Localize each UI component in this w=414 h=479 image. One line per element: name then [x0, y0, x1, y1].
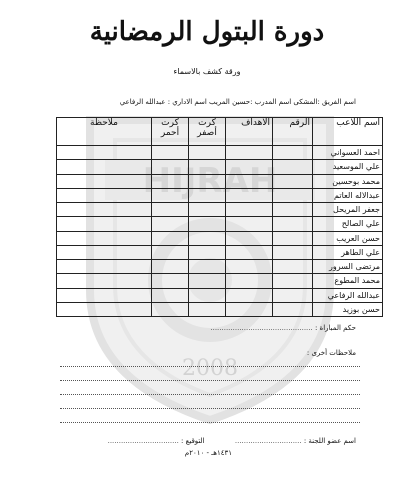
- yellow-card-cell[interactable]: [189, 203, 226, 217]
- number-cell[interactable]: [273, 288, 313, 302]
- page-title: دورة البتول الرمضانية: [89, 17, 325, 47]
- yellow-card-cell[interactable]: [189, 231, 226, 245]
- signature-dots: ................................: [107, 437, 179, 445]
- red-card-cell[interactable]: [152, 160, 189, 174]
- player-name: محمد بوحسين: [313, 174, 383, 188]
- notes-cell[interactable]: [57, 146, 152, 160]
- table-row: [57, 274, 383, 288]
- roster-table: [56, 117, 383, 317]
- yellow-card-cell[interactable]: [189, 274, 226, 288]
- red-card-cell[interactable]: [152, 231, 189, 245]
- team-info-line: اسم الفريق :المشكى اسم المدرب :حسين المريب اسم الاداري : عبدالله الرفاعي: [119, 98, 356, 106]
- table-row: [57, 188, 383, 202]
- notes-cell[interactable]: [57, 203, 152, 217]
- number-cell[interactable]: [273, 260, 313, 274]
- table-row: [57, 260, 383, 274]
- player-name: عبدالاله العاتم: [313, 188, 383, 202]
- player-name: محمد المطوع: [313, 274, 383, 288]
- signature-field[interactable]: [108, 437, 205, 445]
- goals-cell[interactable]: [226, 188, 273, 202]
- notes-cell[interactable]: [57, 217, 152, 231]
- number-cell[interactable]: [273, 160, 313, 174]
- yellow-card-cell[interactable]: [189, 160, 226, 174]
- table-row: [57, 302, 383, 316]
- red-card-cell[interactable]: [152, 245, 189, 259]
- notes-cell[interactable]: [57, 160, 152, 174]
- notes-cell[interactable]: [57, 174, 152, 188]
- goals-cell[interactable]: [226, 217, 273, 231]
- goals-cell[interactable]: [226, 146, 273, 160]
- red-card-cell[interactable]: [152, 217, 189, 231]
- watermark-logo-text: HIJRAH: [142, 161, 278, 201]
- player-name: حسن بوزيد: [313, 302, 383, 316]
- red-card-cell[interactable]: [152, 203, 189, 217]
- number-cell[interactable]: [273, 174, 313, 188]
- number-cell[interactable]: [273, 217, 313, 231]
- referee-field[interactable]: [210, 324, 356, 332]
- number-cell[interactable]: [273, 188, 313, 202]
- red-card-cell[interactable]: [152, 188, 189, 202]
- table-header-row: [57, 118, 383, 146]
- table-row: [57, 174, 383, 188]
- notes-line[interactable]: [60, 408, 360, 409]
- notes-cell[interactable]: [57, 188, 152, 202]
- number-cell[interactable]: [273, 274, 313, 288]
- notes-line[interactable]: [60, 422, 360, 423]
- yellow-card-cell[interactable]: [189, 302, 226, 316]
- goals-cell[interactable]: [226, 302, 273, 316]
- referee-dots: ..............................................: [210, 324, 313, 332]
- table-row: [57, 217, 383, 231]
- number-cell[interactable]: [273, 302, 313, 316]
- header-number: الرقم: [273, 118, 313, 146]
- goals-cell[interactable]: [226, 174, 273, 188]
- table-row: [57, 288, 383, 302]
- goals-cell[interactable]: [226, 288, 273, 302]
- number-cell[interactable]: [273, 245, 313, 259]
- notes-cell[interactable]: [57, 274, 152, 288]
- notes-line[interactable]: [60, 380, 360, 381]
- goals-cell[interactable]: [226, 160, 273, 174]
- goals-cell[interactable]: [226, 260, 273, 274]
- player-name: علي الصالح: [313, 217, 383, 231]
- header-goals: الاهداف: [226, 118, 273, 146]
- yellow-card-cell[interactable]: [189, 146, 226, 160]
- signature-row: [108, 437, 356, 445]
- player-name: حسن العريب: [313, 231, 383, 245]
- table-row: [57, 231, 383, 245]
- yellow-card-cell[interactable]: [189, 188, 226, 202]
- hijri-gregorian-date: ١٤٣١هـ - ٢٠١٠م: [184, 449, 232, 457]
- red-card-cell[interactable]: [152, 260, 189, 274]
- red-card-cell[interactable]: [152, 302, 189, 316]
- red-card-cell[interactable]: [152, 146, 189, 160]
- notes-cell[interactable]: [57, 260, 152, 274]
- notes-line[interactable]: [60, 394, 360, 395]
- goals-cell[interactable]: [226, 274, 273, 288]
- table-row: [57, 203, 383, 217]
- number-cell[interactable]: [273, 203, 313, 217]
- goals-cell[interactable]: [226, 245, 273, 259]
- header-player-name: اسم اللاعب: [313, 118, 383, 146]
- number-cell[interactable]: [273, 146, 313, 160]
- header-notes: ملاحظة: [57, 118, 152, 146]
- player-name: عبدالله الرفاعي: [313, 288, 383, 302]
- yellow-card-cell[interactable]: [189, 174, 226, 188]
- notes-cell[interactable]: [57, 288, 152, 302]
- notes-cell[interactable]: [57, 302, 152, 316]
- notes-line[interactable]: [60, 366, 360, 367]
- header-yellow-card: كرت أصفر: [189, 118, 226, 146]
- other-notes-label: ملاحظات أخرى :: [306, 349, 356, 357]
- committee-member-field[interactable]: [233, 437, 356, 445]
- yellow-card-cell[interactable]: [189, 288, 226, 302]
- table-row: [57, 160, 383, 174]
- referee-label: حكم المباراة :: [314, 324, 356, 332]
- red-card-cell[interactable]: [152, 274, 189, 288]
- header-red-card: كرت أحمر: [152, 118, 189, 146]
- goals-cell[interactable]: [226, 231, 273, 245]
- notes-cell[interactable]: [57, 231, 152, 245]
- table-row: [57, 245, 383, 259]
- notes-cell[interactable]: [57, 245, 152, 259]
- player-name: مرتضى السرور: [313, 260, 383, 274]
- committee-dots: ..............................: [234, 437, 302, 445]
- committee-member-label: اسم عضو اللجنة :: [303, 437, 356, 445]
- player-name: علي الطاهر: [313, 245, 383, 259]
- red-card-cell[interactable]: [152, 288, 189, 302]
- player-name: احمد العسواني: [313, 146, 383, 160]
- player-name: جعفر المريحل: [313, 203, 383, 217]
- yellow-card-cell[interactable]: [189, 245, 226, 259]
- number-cell[interactable]: [273, 231, 313, 245]
- sheet-subtitle: ورقة كشف بالاسماء: [173, 67, 241, 76]
- signature-label: التوقيع :: [181, 437, 205, 445]
- watermark-year: 2008: [182, 356, 238, 381]
- yellow-card-cell[interactable]: [189, 260, 226, 274]
- table-row: [57, 146, 383, 160]
- yellow-card-cell[interactable]: [189, 217, 226, 231]
- player-name: علي الموسعيد: [313, 160, 383, 174]
- goals-cell[interactable]: [226, 203, 273, 217]
- red-card-cell[interactable]: [152, 174, 189, 188]
